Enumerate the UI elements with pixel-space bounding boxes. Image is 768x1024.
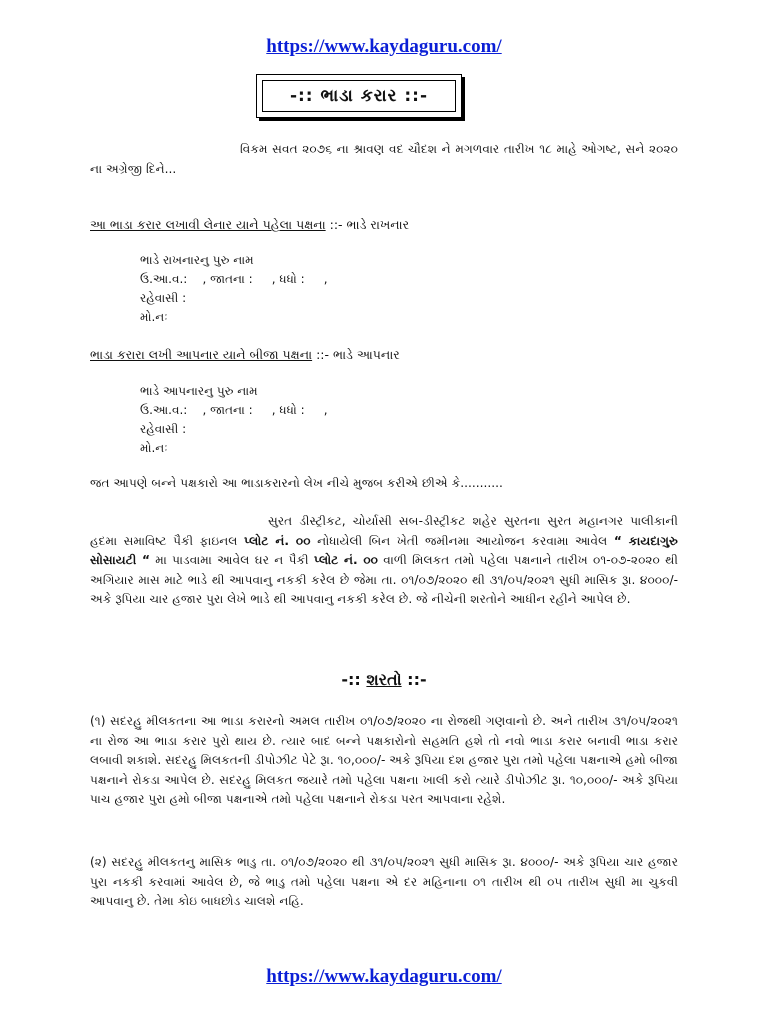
- property-text-1: સુરત ડીસ્ટ્રીકટ, ચોર્યાસી સબ-ડીસ્ટ્રીકટ શહેર સુરતના સુરત મહાનગર પાલીકાની હદમા સમાવિષ્ટ પૈકી ફાઇનલ: [90, 514, 678, 548]
- document-title-box: [256, 74, 462, 118]
- party2-mobile-label: મો.નઃ: [140, 441, 168, 455]
- property-text-4: વાળી મિલકત તમો પહેલા પક્ષનાને તારીખ ૦૧-૦૭-૨૦૨૦ થી અગિયાર માસ માટે ભાડે થી આપવાનુ નકકી કરેલ છે જેમા તા. ૦૧/૦૭/૨૦૨૦ થી ૩૧/૦૫/૨૦૨૧ સુધી માસિક રૂા. ૪૦૦૦/- અકે રૂપિયા ચાર હજાર પુરા લેખે ભાડે થી આપવાનુ નકકી કરેલ છે. જે નીચેની શરતોને આધીન રહીને આપેલ છે.: [90, 553, 679, 606]
- conditions-heading: [0, 670, 768, 690]
- document-title: -:: ભાડા કરાર ::-: [262, 80, 456, 112]
- party1-heading: [90, 216, 409, 234]
- property-text-3: મા પાડવામા આવેલ ઘર ન પૈકી: [150, 553, 314, 567]
- intro-paragraph: વિકમ સવત ૨૦૭૬ ના શ્રાવણ વદ ચૌદશ ને મગળવાર તારીખ ૧૮ માહે ઓગષ્ટ, સને ૨૦૨૦ ના અગ્રેજી દિને...: [90, 142, 678, 176]
- society-name: “ કાયદાગુરુ સોસાયટી “: [90, 533, 678, 567]
- conditions-heading-word: શરતો: [366, 670, 402, 689]
- party2-heading: [90, 346, 400, 364]
- party2-residence-label: રહેવાસી :: [140, 422, 187, 436]
- property-paragraph: [90, 512, 678, 610]
- party2-details-line: ઉ.આ.વ.: , જાતના : , ધધો : ,: [140, 403, 328, 417]
- statement-paragraph: જત આપણે બન્ને પક્ષકારો આ ભાડાકરારનો લેખ નીચે મુજબ કરીએ છીએ કે...........: [90, 476, 503, 490]
- conditions-heading-prefix: -::: [341, 670, 367, 689]
- property-text-2: નોધાયેલી બિન ખેતી જમીનમા આયોજન કરવામા આવેલ: [310, 533, 614, 548]
- website-link-bottom[interactable]: https://www.kaydaguru.com/: [266, 966, 502, 987]
- party2-role: ::- ભાડે આપનાર: [312, 347, 400, 362]
- party2-name-label: ભાડે આપનારનુ પુરુ નામ: [140, 384, 258, 398]
- party2-heading-text: ભાડા કરારા લખી આપનાર યાને બીજા પક્ષના: [90, 347, 313, 362]
- website-link-top[interactable]: https://www.kaydaguru.com/: [266, 36, 502, 57]
- party1-fields: [140, 251, 328, 327]
- party2-fields: [140, 382, 328, 458]
- party1-name-label: ભાડે રાખનારનુ પુરુ નામ: [140, 253, 254, 267]
- condition-2: (૨) સદરહુ મીલકતનુ માસિક ભાડુ તા. ૦૧/૦૭/૨૦૨૦ થી ૩૧/૦૫/૨૦૨૧ સુધી માસિક રૂા. ૪૦૦૦/- અકે રૂપિયા ચાર હજાર પુરા નકકી કરવામાં આવેલ છે, જે ભાડુ તમો પહેલા પક્ષના એ દર મહિનાના ૦૧ તારીખ થી ૦૫ તારીખ સુધી મા ચુકવી આપવાનુ છે. તેમા કોઇ બાધછોડ ચાલશે નહિ.: [90, 855, 678, 908]
- plot-number-1: પ્લોટ નં. ૦૦: [244, 533, 311, 548]
- party1-details-line: ઉ.આ.વ.: , જાતના : , ધધો : ,: [140, 272, 328, 286]
- party1-residence-label: રહેવાસી :: [140, 291, 187, 305]
- plot-number-2: પ્લોટ નં. ૦૦: [313, 553, 378, 567]
- condition-1: (૧) સદરહુ મીલકતના આ ભાડા કરારનો અમલ તારીખ ૦૧/૦૭/૨૦૨૦ ના રોજથી ગણવાનો છે. અને તારીખ ૩૧/૦૫/૨૦૨૧ ના રોજ આ ભાડા કરાર પુરો થાય છે. ત્યાર બાદ બન્ને પક્ષકારોનો સહમતિ હશે તો નવો ભાડા કરાર બનાવી ભાડા કરાર લબાવી શકાશે. સદરહુ મિલકતની ડીપોઝીટ પેટે રૂા. ૧૦,૦૦૦/- અકે રૂપિયા દશ હજાર પુરા તમો પહેલા પક્ષનાએ હમો બીજા પક્ષનાને રોકડા આપેલ છે. સદરહુ મિલકત જયારે તમો પહેલા પક્ષના ખાલી કરો ત્યારે ડીપોઝીટ રૂા. ૧૦,૦૦૦/- અકે રૂપિયા પાચ હજાર પુરા હમો બીજા પક્ષનાએ તમો પહેલા પક્ષનાને રોકડા પરત આપવાના રહેશે.: [90, 714, 678, 806]
- party1-role: ::- ભાડે રાખનાર: [325, 217, 410, 232]
- party1-heading-text: આ ભાડા કરાર લખાવી લેનાર યાને પહેલા પક્ષના: [90, 217, 326, 232]
- party1-mobile-label: મો.નઃ: [140, 310, 168, 324]
- conditions-heading-suffix: ::-: [401, 670, 427, 689]
